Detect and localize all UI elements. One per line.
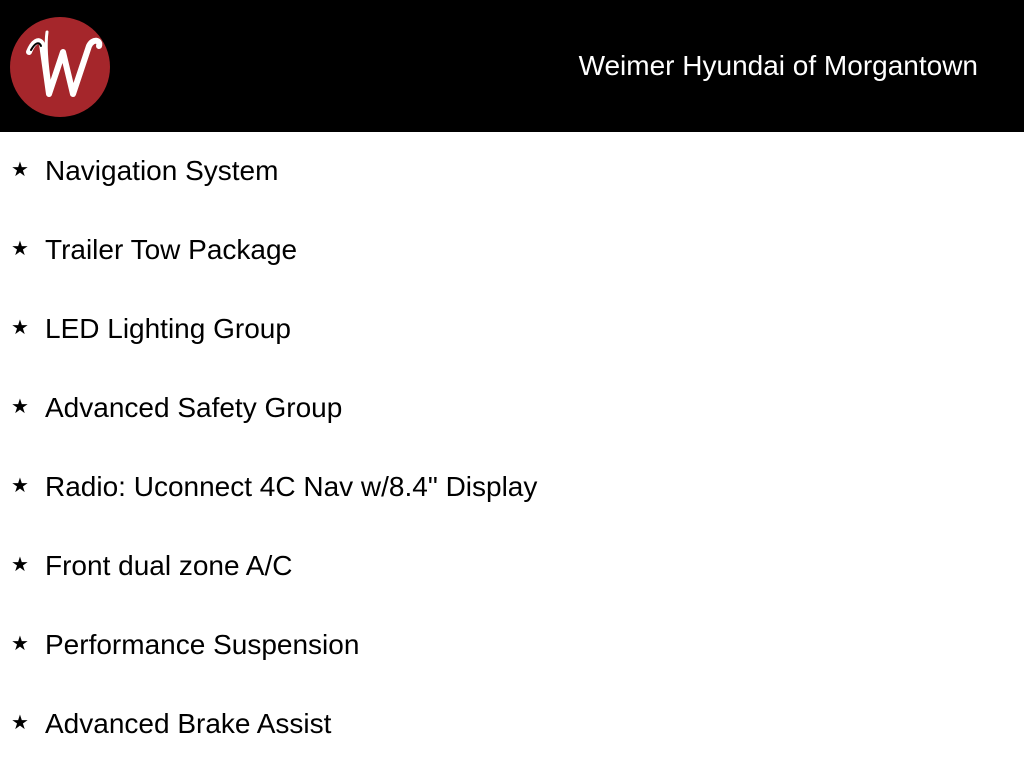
- feature-label: LED Lighting Group: [45, 313, 291, 344]
- dealer-name: Weimer Hyundai of Morgantown: [578, 50, 978, 81]
- star-icon: ★: [11, 159, 29, 181]
- feature-label: Navigation System: [45, 155, 279, 186]
- header-bar: [0, 0, 1024, 132]
- feature-list: [0, 132, 1024, 764]
- list-item: [0, 448, 1024, 527]
- list-item: [0, 211, 1024, 290]
- w-logo-icon: [9, 16, 111, 118]
- list-item: [0, 685, 1024, 764]
- star-icon: ★: [11, 396, 29, 418]
- feature-label: Front dual zone A/C: [45, 550, 293, 581]
- star-icon: ★: [11, 633, 29, 655]
- star-icon: ★: [11, 554, 29, 576]
- list-item: [0, 290, 1024, 369]
- list-item: [0, 606, 1024, 685]
- star-icon: ★: [11, 238, 29, 260]
- list-item: [0, 369, 1024, 448]
- feature-label: Advanced Brake Assist: [45, 708, 332, 739]
- star-icon: ★: [11, 475, 29, 497]
- list-item: [0, 527, 1024, 606]
- star-icon: ★: [11, 712, 29, 734]
- feature-label: Advanced Safety Group: [45, 392, 343, 423]
- feature-label: Trailer Tow Package: [45, 234, 298, 265]
- list-item: [0, 132, 1024, 211]
- star-icon: ★: [11, 317, 29, 339]
- feature-label: Performance Suspension: [45, 629, 360, 660]
- feature-label: Radio: Uconnect 4C Nav w/8.4" Display: [45, 471, 538, 502]
